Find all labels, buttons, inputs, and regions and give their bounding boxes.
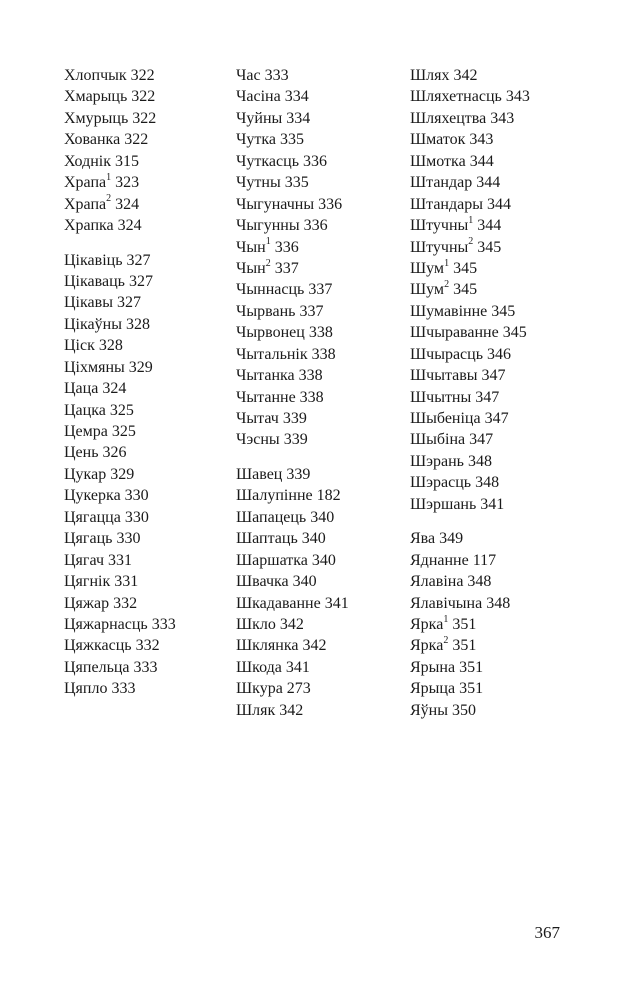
index-column-3 bbox=[410, 65, 530, 721]
entry-word: Цягаць bbox=[64, 530, 113, 548]
index-entry bbox=[64, 271, 176, 292]
entry-word: Цікаваць bbox=[64, 272, 125, 290]
index-entry bbox=[236, 571, 349, 592]
entry-homonym-number: 2 bbox=[106, 193, 112, 205]
entry-word: Цяжкасць bbox=[64, 637, 132, 655]
entry-page-ref: 338 bbox=[298, 367, 323, 385]
index-entry bbox=[64, 65, 176, 86]
entry-word: Шалупінне bbox=[236, 487, 313, 505]
index-entry bbox=[236, 65, 349, 86]
index-column-2 bbox=[236, 65, 349, 721]
entry-word: Хмарыць bbox=[64, 88, 128, 106]
index-entry bbox=[64, 151, 176, 172]
entry-word: Шаптаць bbox=[236, 530, 298, 548]
entry-word: Шчырасць bbox=[410, 345, 483, 363]
index-entry bbox=[64, 314, 176, 335]
entry-word: Чэсны bbox=[236, 431, 280, 449]
entry-word: Чын bbox=[236, 259, 266, 277]
index-entry bbox=[236, 194, 349, 215]
index-entry bbox=[236, 507, 349, 528]
entry-word: Ялавіна bbox=[410, 573, 464, 591]
entry-page-ref: 340 bbox=[310, 508, 335, 526]
entry-page-ref: 345 bbox=[477, 238, 502, 256]
entry-word: Час bbox=[236, 67, 261, 84]
entry-word: Чырвонец bbox=[236, 324, 305, 342]
index-entry bbox=[410, 86, 530, 107]
index-entry bbox=[410, 593, 530, 614]
entry-page-ref: 332 bbox=[135, 637, 160, 655]
entry-word: Шляхецтва bbox=[410, 109, 487, 127]
entry-word: Цягач bbox=[64, 551, 104, 569]
index-entry bbox=[410, 301, 530, 322]
index-entry bbox=[410, 172, 530, 193]
entry-page-ref: 339 bbox=[286, 465, 311, 483]
index-entry bbox=[410, 408, 530, 429]
entry-page-ref: 341 bbox=[324, 594, 349, 612]
entry-page-ref: 327 bbox=[126, 251, 151, 269]
entry-page-ref: 345 bbox=[502, 324, 527, 342]
index-entry bbox=[410, 215, 530, 236]
index-entry bbox=[64, 194, 176, 215]
index-entry bbox=[236, 365, 349, 386]
entry-page-ref: 338 bbox=[299, 388, 324, 406]
entry-word: Шумавінне bbox=[410, 302, 488, 320]
entry-page-ref: 349 bbox=[439, 530, 464, 548]
index-entry bbox=[64, 442, 176, 463]
index-entry bbox=[64, 108, 176, 129]
entry-page-ref: 324 bbox=[102, 380, 127, 398]
entry-page-ref: 327 bbox=[128, 272, 153, 290]
entry-word: Шавец bbox=[236, 465, 283, 483]
entry-word: Шыбіна bbox=[410, 431, 466, 449]
entry-word: Шчыраванне bbox=[410, 324, 499, 342]
entry-word: Шкадаванне bbox=[236, 594, 321, 612]
entry-word: Чутны bbox=[236, 174, 281, 192]
index-entry bbox=[64, 464, 176, 485]
entry-page-ref: 343 bbox=[505, 88, 530, 106]
entry-word: Цягнік bbox=[64, 573, 111, 591]
entry-word: Шыбеніца bbox=[410, 410, 481, 427]
entry-word: Цяпло bbox=[64, 680, 108, 698]
index-entry bbox=[64, 86, 176, 107]
entry-word: Цень bbox=[64, 444, 99, 462]
entry-word: Штандар bbox=[410, 174, 473, 192]
entry-page-ref: 346 bbox=[487, 345, 511, 363]
entry-page-ref: 324 bbox=[117, 217, 142, 235]
index-entry bbox=[410, 344, 530, 365]
entry-page-ref: 336 bbox=[274, 238, 299, 256]
index-entry bbox=[410, 451, 530, 472]
entry-word: Ярка bbox=[410, 615, 444, 633]
entry-page-ref: 328 bbox=[98, 337, 123, 355]
entry-word: Шматок bbox=[410, 131, 466, 149]
entry-word: Ярка bbox=[410, 637, 444, 655]
index-entry bbox=[236, 301, 349, 322]
entry-page-ref: 332 bbox=[113, 594, 138, 612]
entry-word: Чытальнік bbox=[236, 345, 308, 363]
group-separator bbox=[410, 515, 530, 528]
entry-word: Храпка bbox=[64, 217, 114, 235]
entry-word: Цемра bbox=[64, 423, 108, 440]
entry-page-ref: 315 bbox=[115, 152, 140, 170]
entry-word: Цікавіць bbox=[64, 251, 123, 269]
index-entry bbox=[236, 528, 349, 549]
index-entry bbox=[410, 279, 530, 300]
entry-page-ref: 335 bbox=[280, 131, 305, 149]
entry-page-ref: 331 bbox=[114, 573, 139, 591]
index-entry bbox=[64, 635, 176, 656]
entry-page-ref: 339 bbox=[283, 431, 308, 449]
entry-word: Шмотка bbox=[410, 152, 466, 170]
index-entry bbox=[236, 129, 349, 150]
entry-page-ref: 343 bbox=[469, 131, 494, 149]
index-entry bbox=[410, 657, 530, 678]
entry-word: Штучны bbox=[410, 238, 469, 256]
entry-page-ref: 344 bbox=[486, 195, 511, 213]
entry-page-ref: 330 bbox=[124, 508, 149, 526]
index-entry bbox=[410, 635, 530, 656]
entry-page-ref: 345 bbox=[453, 259, 478, 277]
group-separator bbox=[64, 237, 176, 250]
entry-word: Хлопчык bbox=[64, 67, 127, 84]
index-entry bbox=[236, 593, 349, 614]
entry-word: Ялавічына bbox=[410, 594, 483, 612]
index-entry bbox=[410, 528, 530, 549]
index-entry bbox=[64, 172, 176, 193]
index-entry bbox=[410, 151, 530, 172]
index-entry bbox=[236, 237, 349, 258]
entry-word: Чытач bbox=[236, 410, 279, 427]
entry-page-ref: 329 bbox=[128, 358, 153, 376]
entry-page-ref: 336 bbox=[302, 152, 327, 170]
entry-page-ref: 341 bbox=[285, 658, 310, 676]
entry-page-ref: 344 bbox=[476, 174, 501, 192]
entry-page-ref: 182 bbox=[316, 487, 341, 505]
entry-homonym-number: 1 bbox=[443, 613, 449, 625]
entry-word: Цягацца bbox=[64, 508, 121, 526]
entry-page-ref: 334 bbox=[284, 88, 309, 106]
entry-page-ref: 348 bbox=[467, 452, 492, 470]
index-entry bbox=[64, 129, 176, 150]
index-entry bbox=[236, 657, 349, 678]
entry-page-ref: 340 bbox=[292, 573, 317, 591]
index-entry bbox=[64, 528, 176, 549]
index-entry bbox=[236, 86, 349, 107]
entry-word: Чутка bbox=[236, 131, 277, 149]
index-entry bbox=[236, 151, 349, 172]
index-entry bbox=[236, 322, 349, 343]
entry-page-ref: 351 bbox=[452, 637, 477, 655]
index-entry bbox=[64, 335, 176, 356]
entry-page-ref: 273 bbox=[286, 680, 311, 698]
entry-word: Шаршатка bbox=[236, 551, 308, 569]
entry-word: Шум bbox=[410, 281, 445, 299]
index-entry bbox=[64, 593, 176, 614]
entry-page-ref: 330 bbox=[124, 487, 149, 505]
entry-word: Ярыца bbox=[410, 680, 456, 698]
group-separator bbox=[236, 451, 349, 464]
entry-page-ref: 333 bbox=[133, 658, 158, 676]
index-entry bbox=[410, 237, 530, 258]
entry-page-ref: 347 bbox=[481, 367, 506, 385]
entry-word: Чырвань bbox=[236, 302, 296, 320]
entry-page-ref: 328 bbox=[125, 315, 150, 333]
entry-word: Цаца bbox=[64, 380, 99, 398]
entry-word: Цукерка bbox=[64, 487, 121, 505]
index-entry bbox=[64, 614, 176, 635]
entry-page-ref: 350 bbox=[451, 701, 476, 719]
entry-page-ref: 351 bbox=[452, 615, 477, 633]
entry-page-ref: 341 bbox=[480, 495, 505, 513]
entry-page-ref: 351 bbox=[459, 658, 484, 676]
index-entry bbox=[410, 258, 530, 279]
entry-word: Цяжарнасць bbox=[64, 615, 148, 633]
index-entry bbox=[410, 194, 530, 215]
entry-page-ref: 342 bbox=[302, 637, 327, 655]
index-entry bbox=[410, 387, 530, 408]
index-entry bbox=[64, 215, 176, 236]
index-entry bbox=[236, 550, 349, 571]
entry-page-ref: 342 bbox=[279, 701, 304, 719]
index-entry bbox=[236, 485, 349, 506]
entry-page-ref: 117 bbox=[472, 551, 497, 569]
entry-page-ref: 338 bbox=[308, 324, 333, 342]
entry-word: Хованка bbox=[64, 131, 121, 149]
index-entry bbox=[410, 614, 530, 635]
index-entry bbox=[410, 322, 530, 343]
index-entry bbox=[64, 250, 176, 271]
entry-page-ref: 345 bbox=[453, 281, 478, 299]
entry-word: Чытанне bbox=[236, 388, 296, 406]
entry-page-ref: 343 bbox=[490, 109, 515, 127]
index-entry bbox=[236, 215, 349, 236]
entry-word: Чыгунны bbox=[236, 217, 300, 235]
entry-homonym-number: 1 bbox=[468, 214, 474, 226]
entry-word: Шкура bbox=[236, 680, 283, 698]
entry-word: Шклянка bbox=[236, 637, 299, 655]
index-entry bbox=[410, 365, 530, 386]
index-entry bbox=[64, 678, 176, 699]
index-entry bbox=[410, 494, 530, 515]
entry-page-ref: 347 bbox=[484, 410, 509, 427]
entry-page-ref: 324 bbox=[115, 195, 140, 213]
index-entry bbox=[64, 507, 176, 528]
entry-homonym-number: 2 bbox=[443, 635, 449, 647]
entry-page-ref: 345 bbox=[491, 302, 516, 320]
entry-word: Чын bbox=[236, 238, 266, 256]
entry-word: Шлях bbox=[410, 67, 450, 84]
entry-word: Шкода bbox=[236, 658, 282, 676]
entry-page-ref: 351 bbox=[459, 680, 484, 698]
entry-page-ref: 329 bbox=[110, 465, 135, 483]
index-entry bbox=[64, 571, 176, 592]
entry-page-ref: 322 bbox=[131, 88, 156, 106]
entry-page-ref: 322 bbox=[130, 67, 155, 84]
entry-page-ref: 336 bbox=[318, 195, 343, 213]
index-entry bbox=[236, 614, 349, 635]
entry-word: Часіна bbox=[236, 88, 281, 106]
entry-word: Шляхетнасць bbox=[410, 88, 502, 106]
entry-page-ref: 337 bbox=[299, 302, 324, 320]
entry-word: Цяжар bbox=[64, 594, 110, 612]
entry-word: Ярына bbox=[410, 658, 456, 676]
entry-page-ref: 348 bbox=[486, 594, 511, 612]
entry-word: Чыннасць bbox=[236, 281, 305, 299]
entry-page-ref: 333 bbox=[264, 67, 289, 84]
entry-page-ref: 335 bbox=[284, 174, 309, 192]
index-entry bbox=[410, 108, 530, 129]
index-entry bbox=[64, 485, 176, 506]
entry-word: Швачка bbox=[236, 573, 289, 591]
index-entry bbox=[236, 108, 349, 129]
page-number: 367 bbox=[534, 923, 560, 942]
index-entry bbox=[236, 258, 349, 279]
entry-homonym-number: 2 bbox=[265, 257, 271, 269]
entry-page-ref: 344 bbox=[477, 217, 502, 235]
entry-page-ref: 333 bbox=[111, 680, 136, 698]
entry-word: Шляк bbox=[236, 701, 276, 719]
index-entry bbox=[64, 400, 176, 421]
entry-page-ref: 347 bbox=[469, 431, 494, 449]
index-entry bbox=[236, 429, 349, 450]
entry-homonym-number: 2 bbox=[444, 279, 450, 291]
entry-word: Цукар bbox=[64, 465, 107, 483]
index-entry bbox=[236, 635, 349, 656]
index-entry bbox=[64, 357, 176, 378]
entry-word: Чуйны bbox=[236, 109, 283, 127]
entry-word: Шэрасць bbox=[410, 474, 472, 492]
entry-word: Шэршань bbox=[410, 495, 477, 513]
entry-page-ref: 325 bbox=[111, 423, 136, 440]
entry-word: Храпа bbox=[64, 195, 107, 213]
entry-page-ref: 322 bbox=[124, 131, 149, 149]
entry-page-ref: 348 bbox=[467, 573, 492, 591]
entry-word: Шчытны bbox=[410, 388, 472, 406]
index-entry bbox=[236, 464, 349, 485]
entry-page-ref: 340 bbox=[301, 530, 326, 548]
entry-page-ref: 339 bbox=[282, 410, 307, 427]
entry-word: Хмурыць bbox=[64, 109, 129, 127]
entry-word: Шкло bbox=[236, 615, 276, 633]
entry-word: Яўны bbox=[410, 701, 448, 719]
index-entry bbox=[410, 678, 530, 699]
entry-word: Ява bbox=[410, 530, 436, 548]
entry-word: Ціхмяны bbox=[64, 358, 125, 376]
entry-word: Ходнік bbox=[64, 152, 112, 170]
index-column-1 bbox=[64, 65, 176, 700]
entry-page-ref: 331 bbox=[107, 551, 132, 569]
entry-page-ref: 348 bbox=[475, 474, 500, 492]
entry-page-ref: 322 bbox=[132, 109, 157, 127]
entry-page-ref: 323 bbox=[115, 174, 140, 192]
entry-page-ref: 337 bbox=[308, 281, 333, 299]
entry-homonym-number: 1 bbox=[265, 236, 271, 248]
entry-word: Цацка bbox=[64, 401, 106, 419]
index-entry bbox=[64, 292, 176, 313]
entry-page-ref: 336 bbox=[303, 217, 328, 235]
index-entry bbox=[410, 129, 530, 150]
entry-homonym-number: 1 bbox=[444, 257, 450, 269]
entry-word: Яднанне bbox=[410, 551, 469, 569]
entry-word: Цяпельца bbox=[64, 658, 130, 676]
index-entry bbox=[410, 472, 530, 493]
entry-page-ref: 344 bbox=[469, 152, 494, 170]
index-entry bbox=[64, 421, 176, 442]
index-entry bbox=[410, 550, 530, 571]
index-entry bbox=[410, 700, 530, 721]
entry-page-ref: 327 bbox=[116, 294, 141, 312]
entry-page-ref: 338 bbox=[311, 345, 336, 363]
entry-page-ref: 337 bbox=[274, 259, 299, 277]
entry-word: Штучны bbox=[410, 217, 469, 235]
entry-homonym-number: 1 bbox=[106, 171, 112, 183]
entry-word: Шэрань bbox=[410, 452, 464, 470]
index-entry bbox=[64, 550, 176, 571]
entry-page-ref: 340 bbox=[311, 551, 336, 569]
entry-word: Цікаўны bbox=[64, 315, 122, 333]
entry-page-ref: 325 bbox=[109, 401, 134, 419]
index-entry bbox=[64, 378, 176, 399]
index-entry bbox=[236, 408, 349, 429]
entry-page-ref: 342 bbox=[279, 615, 304, 633]
index-entry bbox=[236, 344, 349, 365]
entry-page-ref: 330 bbox=[116, 530, 141, 548]
index-entry bbox=[236, 678, 349, 699]
index-entry bbox=[236, 279, 349, 300]
entry-homonym-number: 2 bbox=[468, 236, 474, 248]
entry-word: Чуткасць bbox=[236, 152, 299, 170]
entry-word: Ціск bbox=[64, 337, 95, 355]
entry-page-ref: 333 bbox=[151, 615, 176, 633]
entry-word: Цікавы bbox=[64, 294, 113, 312]
entry-word: Чыгуначны bbox=[236, 195, 315, 213]
entry-word: Шум bbox=[410, 259, 445, 277]
entry-page-ref: 342 bbox=[453, 67, 478, 84]
index-entry bbox=[236, 172, 349, 193]
entry-word: Штандары bbox=[410, 195, 483, 213]
entry-word: Храпа bbox=[64, 174, 107, 192]
index-entry bbox=[236, 700, 349, 721]
entry-page-ref: 334 bbox=[286, 109, 311, 127]
entry-word: Шчытавы bbox=[410, 367, 478, 385]
entry-page-ref: 347 bbox=[475, 388, 500, 406]
entry-page-ref: 326 bbox=[102, 444, 127, 462]
index-entry bbox=[236, 387, 349, 408]
index-entry bbox=[410, 571, 530, 592]
index-entry bbox=[410, 65, 530, 86]
entry-word: Чытанка bbox=[236, 367, 295, 385]
index-entry bbox=[410, 429, 530, 450]
entry-word: Шапацець bbox=[236, 508, 307, 526]
index-entry bbox=[64, 657, 176, 678]
